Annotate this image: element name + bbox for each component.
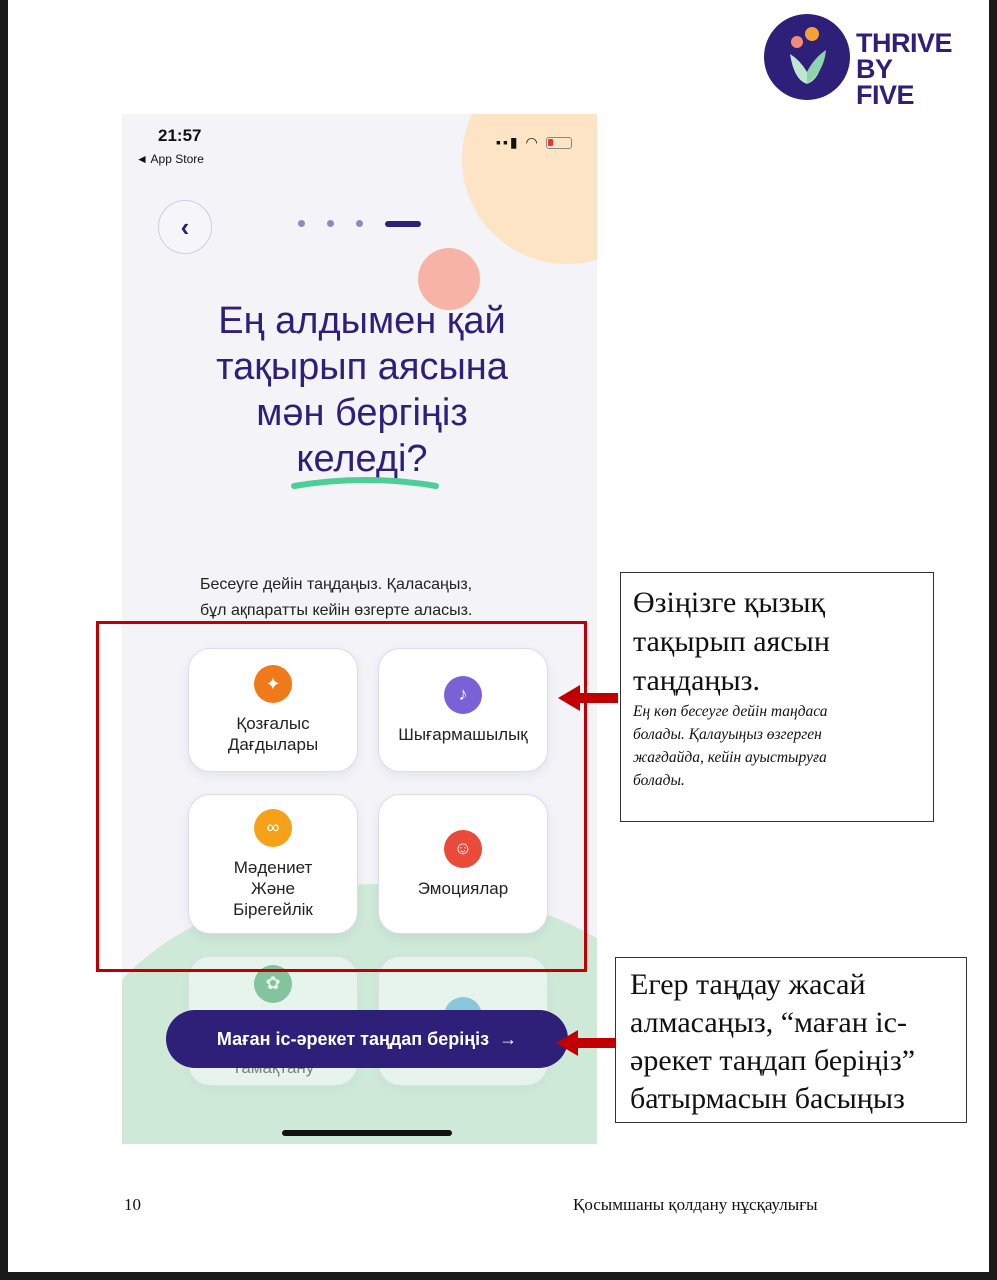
wifi-icon: ◠ [525, 134, 540, 150]
callout-note: жағдайда, кейін ауыстыруға [633, 749, 827, 766]
callout-text: Өзіңізге қызық [633, 586, 826, 619]
choose-activity-for-me-button[interactable] [166, 1010, 568, 1068]
category-label: Эмоциялар [417, 878, 509, 898]
culture-icon: ∞ [254, 809, 292, 847]
category-label: Бірегейлік [233, 899, 313, 919]
title-underline-swoosh [290, 474, 440, 494]
manual-page [8, 0, 989, 1272]
page-title: Ең алдымен қай тақырып аясына мән бергіңіз келеді? [216, 300, 508, 480]
highlight-box [96, 621, 587, 972]
nutrition-icon: ✿ [254, 965, 292, 1003]
callout-text: батырмасын басыңыз [630, 1082, 905, 1115]
onboarding-progress-dots [298, 220, 421, 227]
progress-dot-active [385, 221, 421, 227]
callout-choose-topic [620, 572, 934, 822]
emotions-icon: ☺ [444, 830, 482, 868]
category-label: Қозғалыс [236, 714, 310, 733]
logo-emblem [764, 14, 850, 100]
callout-text: тақырып аясын [633, 625, 830, 658]
battery-icon [546, 137, 572, 149]
callout-note: болады. Қалауыңыз өзгерген [633, 726, 822, 743]
home-indicator [282, 1130, 452, 1136]
callout-note: болады. [633, 772, 685, 789]
callout-text: таңдаңыз. [633, 664, 760, 697]
back-button[interactable]: ‹ [158, 200, 212, 254]
progress-dot [356, 220, 363, 227]
footer-title: Қосымшаны қолдану нұсқаулығы [573, 1195, 818, 1214]
music-note-icon: ♪ [444, 676, 482, 714]
thrive-by-five-logo [764, 14, 954, 110]
callout-text: әрекет таңдап беріңіз” [630, 1044, 916, 1077]
page-subtitle: Бесеуге дейін таңдаңыз. Қаласаңыз, бұл ақпаратты кейін өзгерте аласыз. [200, 576, 473, 619]
motor-skills-icon: ✦ [254, 665, 292, 703]
callout-text: Егер таңдау жасай [630, 968, 866, 1001]
category-label: Дағдылары [227, 735, 319, 754]
status-back-to-app-store[interactable]: ◄ App Store [136, 152, 204, 166]
category-label: Және [251, 878, 295, 898]
callout-note: Ең көп бесеуге дейін таңдаса [633, 703, 828, 720]
callout-text: алмасаңыз, “маған іс- [630, 1006, 907, 1039]
page-number: 10 [124, 1195, 141, 1214]
pointer-arrow-icon [558, 685, 618, 711]
signal-icon: ▪▪▮ [496, 134, 520, 150]
callout-choose-for-me [615, 957, 967, 1123]
arrow-right-icon: → [499, 1028, 518, 1049]
pointer-arrow-icon [556, 1030, 616, 1056]
logo-wordmark: THRIVE BY FIVE [856, 28, 953, 110]
status-icons [496, 134, 572, 151]
category-label: Шығармашылық [398, 724, 528, 744]
cta-label: Маған іс-әрекет таңдап беріңіз [216, 1028, 490, 1049]
progress-dot [327, 220, 334, 227]
status-time: 21:57 [158, 126, 202, 145]
progress-dot [298, 220, 305, 227]
category-label: Мәдениет [233, 857, 313, 877]
